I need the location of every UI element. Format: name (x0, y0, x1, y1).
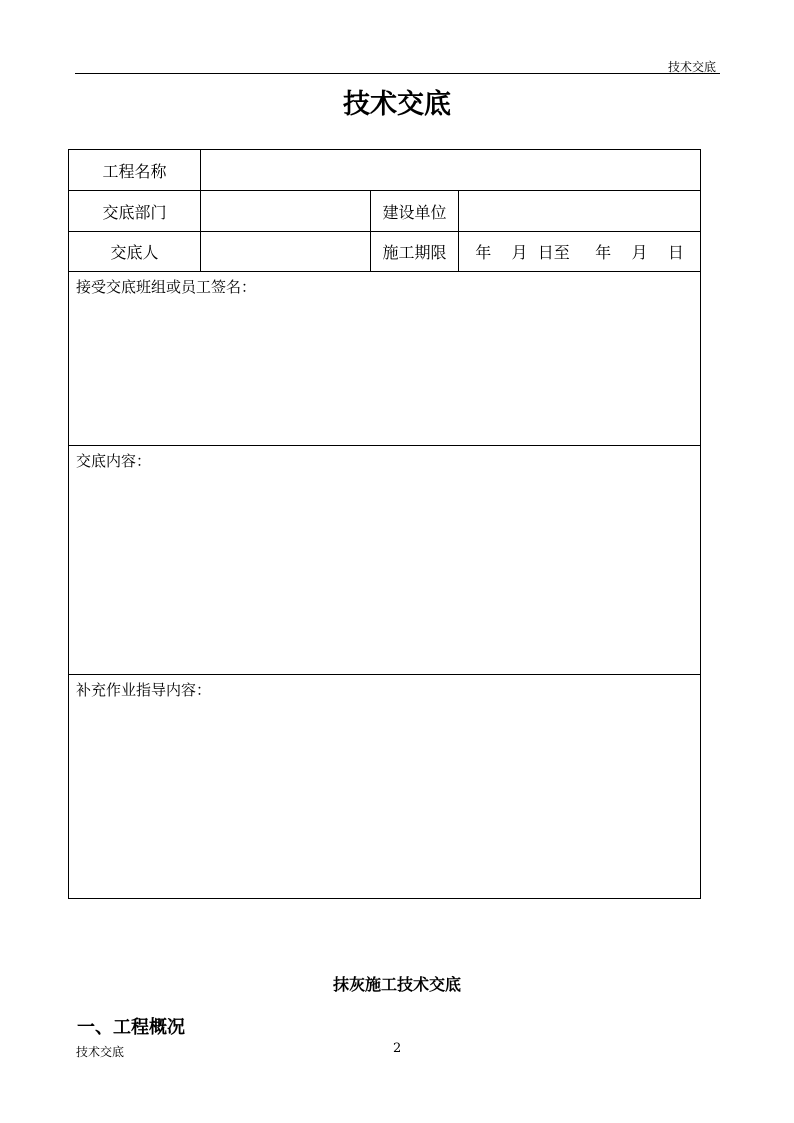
project-name-field[interactable] (201, 150, 701, 191)
page-number: 2 (393, 1041, 402, 1056)
form-row-dept (69, 191, 701, 232)
form-row-project (69, 150, 701, 191)
section-subtitle: 抹灰施工技术交底 (332, 975, 461, 994)
content-area[interactable] (69, 446, 701, 675)
form-row-signature (69, 272, 701, 446)
form-row-supplement (69, 675, 701, 899)
build-unit-field[interactable] (459, 191, 701, 232)
project-name-label: 工程名称 (69, 150, 201, 191)
person-label: 交底人 (69, 232, 201, 272)
header-rule (75, 73, 720, 74)
form-row-person (69, 232, 701, 272)
dept-field[interactable] (201, 191, 371, 232)
supplement-area[interactable] (69, 675, 701, 899)
content-label: 交底内容： (76, 452, 152, 470)
footer-text: 技术交底 (76, 1045, 125, 1059)
handover-form-table (68, 149, 701, 899)
person-field[interactable] (201, 232, 371, 272)
dept-label: 交底部门 (69, 191, 201, 232)
section-heading-overview: 一、工程概况 (77, 1017, 185, 1038)
period-label: 施工期限 (371, 232, 459, 272)
document-title: 技术交底 (343, 89, 451, 120)
signature-label: 接受交底班组或员工签名： (76, 278, 257, 296)
running-header: 技术交底 (668, 60, 717, 74)
supplement-label: 补充作业指导内容： (76, 681, 212, 699)
form-row-content (69, 446, 701, 675)
signature-area[interactable] (69, 272, 701, 446)
build-unit-label: 建设单位 (371, 191, 459, 232)
period-field[interactable]: 年 月 日至 年 月 日 (459, 232, 701, 272)
